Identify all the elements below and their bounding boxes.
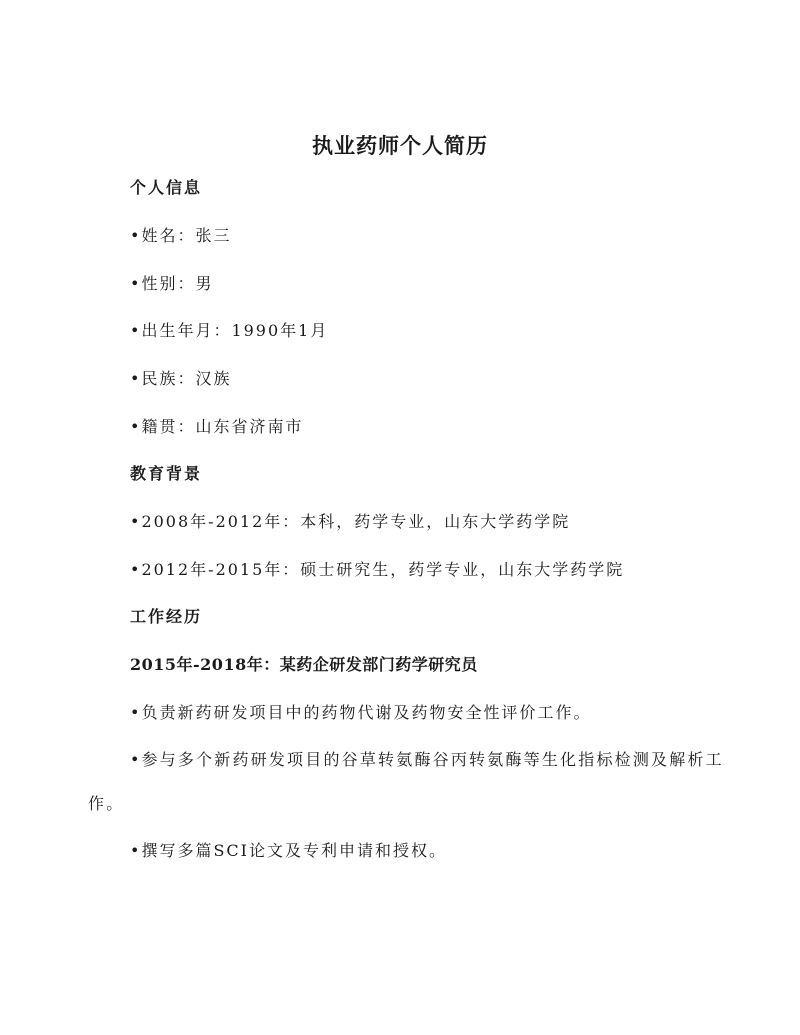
bullet-icon: • xyxy=(130,369,140,388)
list-item-education-master xyxy=(130,557,624,583)
bullet-icon: • xyxy=(130,321,140,340)
list-item-text: 2012年-2015年：硕士研究生，药学专业，山东大学药学院 xyxy=(141,560,625,579)
section-heading-personal: 个人信息 xyxy=(130,178,203,197)
list-item-text: 撰写多篇SCI论文及专利申请和授权。 xyxy=(141,841,447,860)
job-title: 2015年-2018年：某药企研发部门药学研究员 xyxy=(130,655,478,674)
list-item-text: 负责新药研发项目中的药物代谢及药物安全性评价工作。 xyxy=(141,703,592,722)
section-heading-education: 教育背景 xyxy=(130,464,203,483)
bullet-icon: • xyxy=(130,703,140,722)
list-item-duty-2 xyxy=(88,738,728,826)
list-item-text: 参与多个新药研发项目的谷草转氨酶谷丙转氨酶等生化指标检测及解析工作。 xyxy=(88,750,724,813)
list-item-duty-1 xyxy=(130,700,591,726)
list-item-text: 姓名：张三 xyxy=(141,226,232,245)
list-item-text: 出生年月：1990年1月 xyxy=(141,321,329,340)
list-item-gender xyxy=(130,271,213,297)
bullet-icon: • xyxy=(130,560,140,579)
bullet-icon: • xyxy=(130,417,140,436)
list-item-education-bachelor xyxy=(130,509,570,535)
list-item-text: 籍贯：山东省济南市 xyxy=(141,417,304,436)
bullet-icon: • xyxy=(130,512,140,531)
list-item-duty-3 xyxy=(130,838,447,864)
list-item-text: 2008年-2012年：本科，药学专业，山东大学药学院 xyxy=(141,512,571,531)
list-item-text: 民族：汉族 xyxy=(141,369,232,388)
bullet-icon: • xyxy=(130,274,140,293)
page-title: 执业药师个人简历 xyxy=(312,134,488,158)
list-item-ethnicity xyxy=(130,366,231,392)
list-item-text: 性别：男 xyxy=(141,274,214,293)
list-item-hometown xyxy=(130,414,303,440)
section-heading-work: 工作经历 xyxy=(130,607,203,626)
list-item-birth xyxy=(130,318,328,344)
bullet-icon: • xyxy=(130,226,140,245)
bullet-icon: • xyxy=(130,841,140,860)
bullet-icon: • xyxy=(130,750,140,769)
list-item-name xyxy=(130,223,231,249)
